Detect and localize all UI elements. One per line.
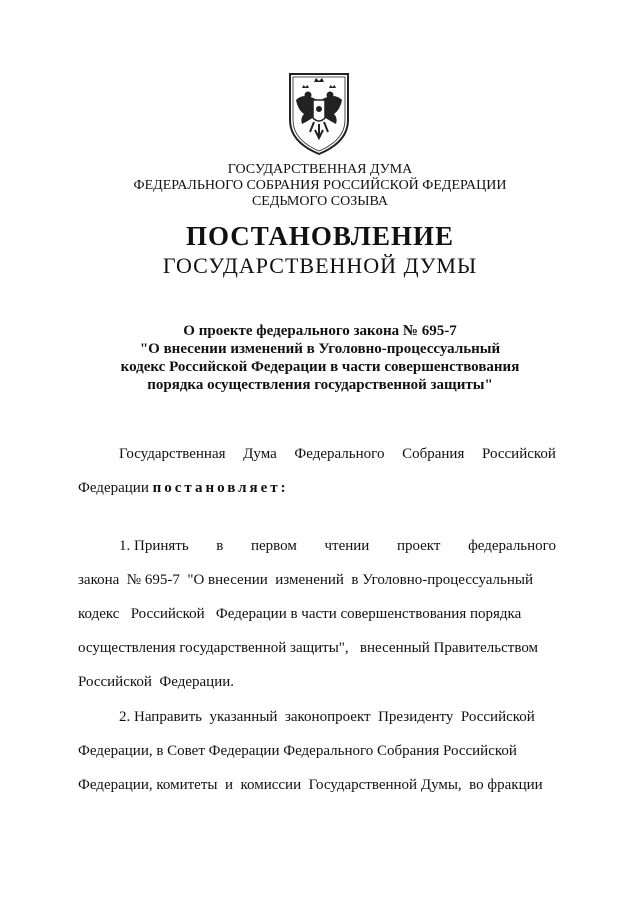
item2-line-2: Федерации, в Совет Федерации Федерального Собрания Российской xyxy=(78,743,517,759)
item1-line-4: осуществления государственной защиты", внесенный Правительством xyxy=(78,640,539,656)
word: Собрания xyxy=(402,446,465,462)
word: федерального xyxy=(468,538,556,554)
preamble-verb: постановляет: xyxy=(152,480,289,496)
subject-line: кодекс Российской Федерации в части совершенствования xyxy=(120,359,520,375)
document-subtitle: ГОСУДАРСТВЕННОЙ ДУМЫ xyxy=(162,253,478,278)
item1-line-3: кодекс Российской Федерации в части совершенствования порядка xyxy=(78,606,522,622)
word: первом xyxy=(251,538,297,554)
word: чтении xyxy=(324,538,370,554)
item2-line-3: Федерации, комитеты и комиссии Государственной Думы, во фракции xyxy=(78,777,543,793)
subject-line: О проекте федерального закона № 695-7 xyxy=(183,323,457,339)
subject-line: "О внесении изменений в Уголовно-процессуальный xyxy=(139,341,501,357)
document-title: ПОСТАНОВЛЕНИЕ xyxy=(185,221,455,251)
item2-line-1: 2. Направить указанный законопроект Президенту Российской xyxy=(119,709,535,725)
header-line-convocation: СЕДЬМОГО СОЗЫВА xyxy=(251,194,389,209)
word: Российской xyxy=(482,446,556,462)
russian-coat-of-arms-icon xyxy=(284,70,354,158)
word: Федерального xyxy=(294,446,385,462)
item1-line-1 xyxy=(119,536,556,556)
subject-line: порядка осуществления государственной защиты" xyxy=(147,377,493,393)
header-line-federal-assembly: ФЕДЕРАЛЬНОГО СОБРАНИЯ РОССИЙСКОЙ ФЕДЕРАЦИИ xyxy=(133,178,507,193)
preamble-subject: Федерации xyxy=(78,480,149,496)
word: в xyxy=(216,538,224,554)
preamble-line-2 xyxy=(78,478,289,498)
subject-block xyxy=(0,322,640,394)
word: Дума xyxy=(243,446,277,462)
coat-of-arms-emblem xyxy=(284,70,354,158)
word: проект xyxy=(396,538,441,554)
word: 1. Принять xyxy=(119,538,189,554)
preamble-line-1 xyxy=(119,444,556,464)
header-line-duma: ГОСУДАРСТВЕННАЯ ДУМА xyxy=(227,162,413,177)
word: Государственная xyxy=(119,446,226,462)
item1-line-2: закона № 695-7 "О внесении изменений в Уголовно-процессуальный xyxy=(78,572,533,588)
item1-line-5: Российской Федерации. xyxy=(78,674,235,690)
